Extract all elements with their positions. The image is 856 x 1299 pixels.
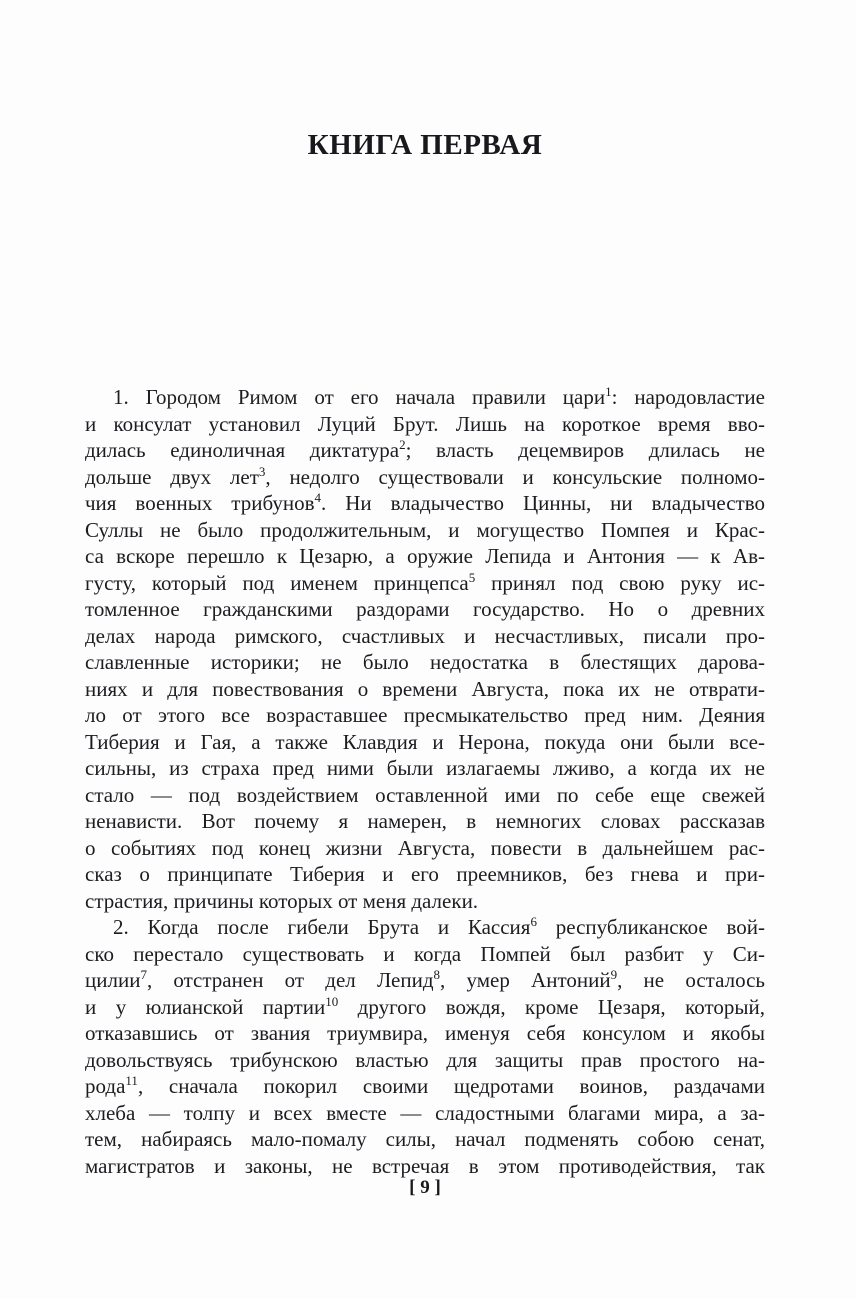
text-line: дольше двух лет$^3$, недолго существовали и консульские полномо- — [85, 463, 765, 489]
footnote-marker: 4 — [314, 490, 322, 505]
text-line: славленные историки; не было недостатка в блестящих дарова- — [85, 650, 765, 674]
footnote-marker: 5 — [468, 569, 476, 585]
text-line: Суллы не было продолжительным, и могущество Помпея и Крас- — [85, 517, 765, 542]
text-line: сильны, из страха пред ними были излагаемы лживо, а когда их не — [85, 756, 765, 780]
page-number: [ 9 ] — [409, 1177, 441, 1198]
text-line: и консулат установил Луций Брут. Лишь на короткое время вво- — [85, 411, 765, 436]
paragraph — [85, 914, 765, 1179]
footnote-marker: 6 — [530, 914, 537, 929]
text-line: рода$^{11}$, сначала покорил своими щедротами воинов, раздачами — [85, 1073, 765, 1098]
text-line: довольствуясь трибунскою властью для защиты прав простого на- — [85, 1047, 765, 1072]
text-line: томленное гражданскими раздорами государство. Но о древних — [85, 597, 765, 621]
text-line: чия военных трибунов$^4$. Ни владычество Цинны, ни владычество — [85, 490, 766, 515]
text-line: тем, набираясь мало-помалу силы, начал подменять собою сенат, — [85, 1127, 765, 1151]
text-line: са вскоре перешло к Цезарю, а оружие Лепида и Антония — к Ав- — [85, 544, 765, 568]
footnote-marker: 11 — [125, 1073, 138, 1088]
text-line: дилась единоличная диктатура$^2$; власть децемвиров длилась не — [85, 437, 765, 462]
text-line: делах народа римского, счастливых и несчастливых, писали про- — [85, 623, 765, 648]
text-line: о событиях под конец жизни Августа, повести в дальнейшем рас- — [85, 835, 765, 860]
footnote-marker: 10 — [325, 993, 339, 1009]
text-block — [85, 384, 765, 1179]
text-line: ниях и для повествования о времени Августа, пока их не отврати- — [85, 676, 765, 701]
text-line: ско перестало существовать и когда Помпей был разбит у Си- — [85, 941, 765, 966]
text-line: 2. Когда после гибели Брута и Кассия$^6$ республиканское вой- — [113, 914, 765, 939]
text-line: ненависти. Вот почему я намерен, в немногих словах рассказав — [85, 809, 765, 833]
text-line: 1. Городом Римом от его начала правили цари$^1$: народовластие — [113, 384, 765, 409]
text-line: стало — под воздействием оставленной ими по себе еще свежей — [85, 782, 765, 807]
text-line: и у юлианской партии$^{10}$ другого вождя, кроме Цезаря, который, — [85, 993, 765, 1019]
footnote-marker: 7 — [140, 967, 147, 982]
text-line: хлеба — толпу и всех вместе — сладостными благами мира, а за- — [85, 1100, 765, 1125]
text-line: магистратов и законы, не встречая в этом противодействия, так — [85, 1153, 765, 1178]
text-line: Тиберия и Гая, а также Клавдия и Нерона, покуда они были все- — [85, 729, 765, 754]
text-line: ло от этого все возраставшее пресмыкательство пред ним. Деяния — [85, 703, 765, 727]
footnote-marker: 3 — [258, 463, 266, 479]
text-line: отказавшись от звания триумвира, именуя себя консулом и якобы — [85, 1021, 765, 1045]
footnote-marker: 8 — [433, 967, 441, 982]
footnote-marker: 9 — [610, 967, 618, 982]
paragraph — [85, 384, 765, 914]
footnote-marker: 1 — [605, 384, 612, 399]
text-line: цилии$^7$, отстранен от дел Лепид$^8$, умер Антоний$^9$, не осталось — [85, 967, 765, 992]
text-line: сказ о принципате Тиберия и его преемников, без гнева и при- — [85, 862, 765, 886]
text-line: густу, который под именем принцепса$^5$ принял под свою руку ис- — [85, 569, 766, 595]
text-line: страстия, причины которых от меня далеки. — [85, 888, 479, 913]
footnote-marker: 2 — [399, 437, 406, 452]
chapter-title: КНИГА ПЕРВАЯ — [307, 129, 543, 161]
